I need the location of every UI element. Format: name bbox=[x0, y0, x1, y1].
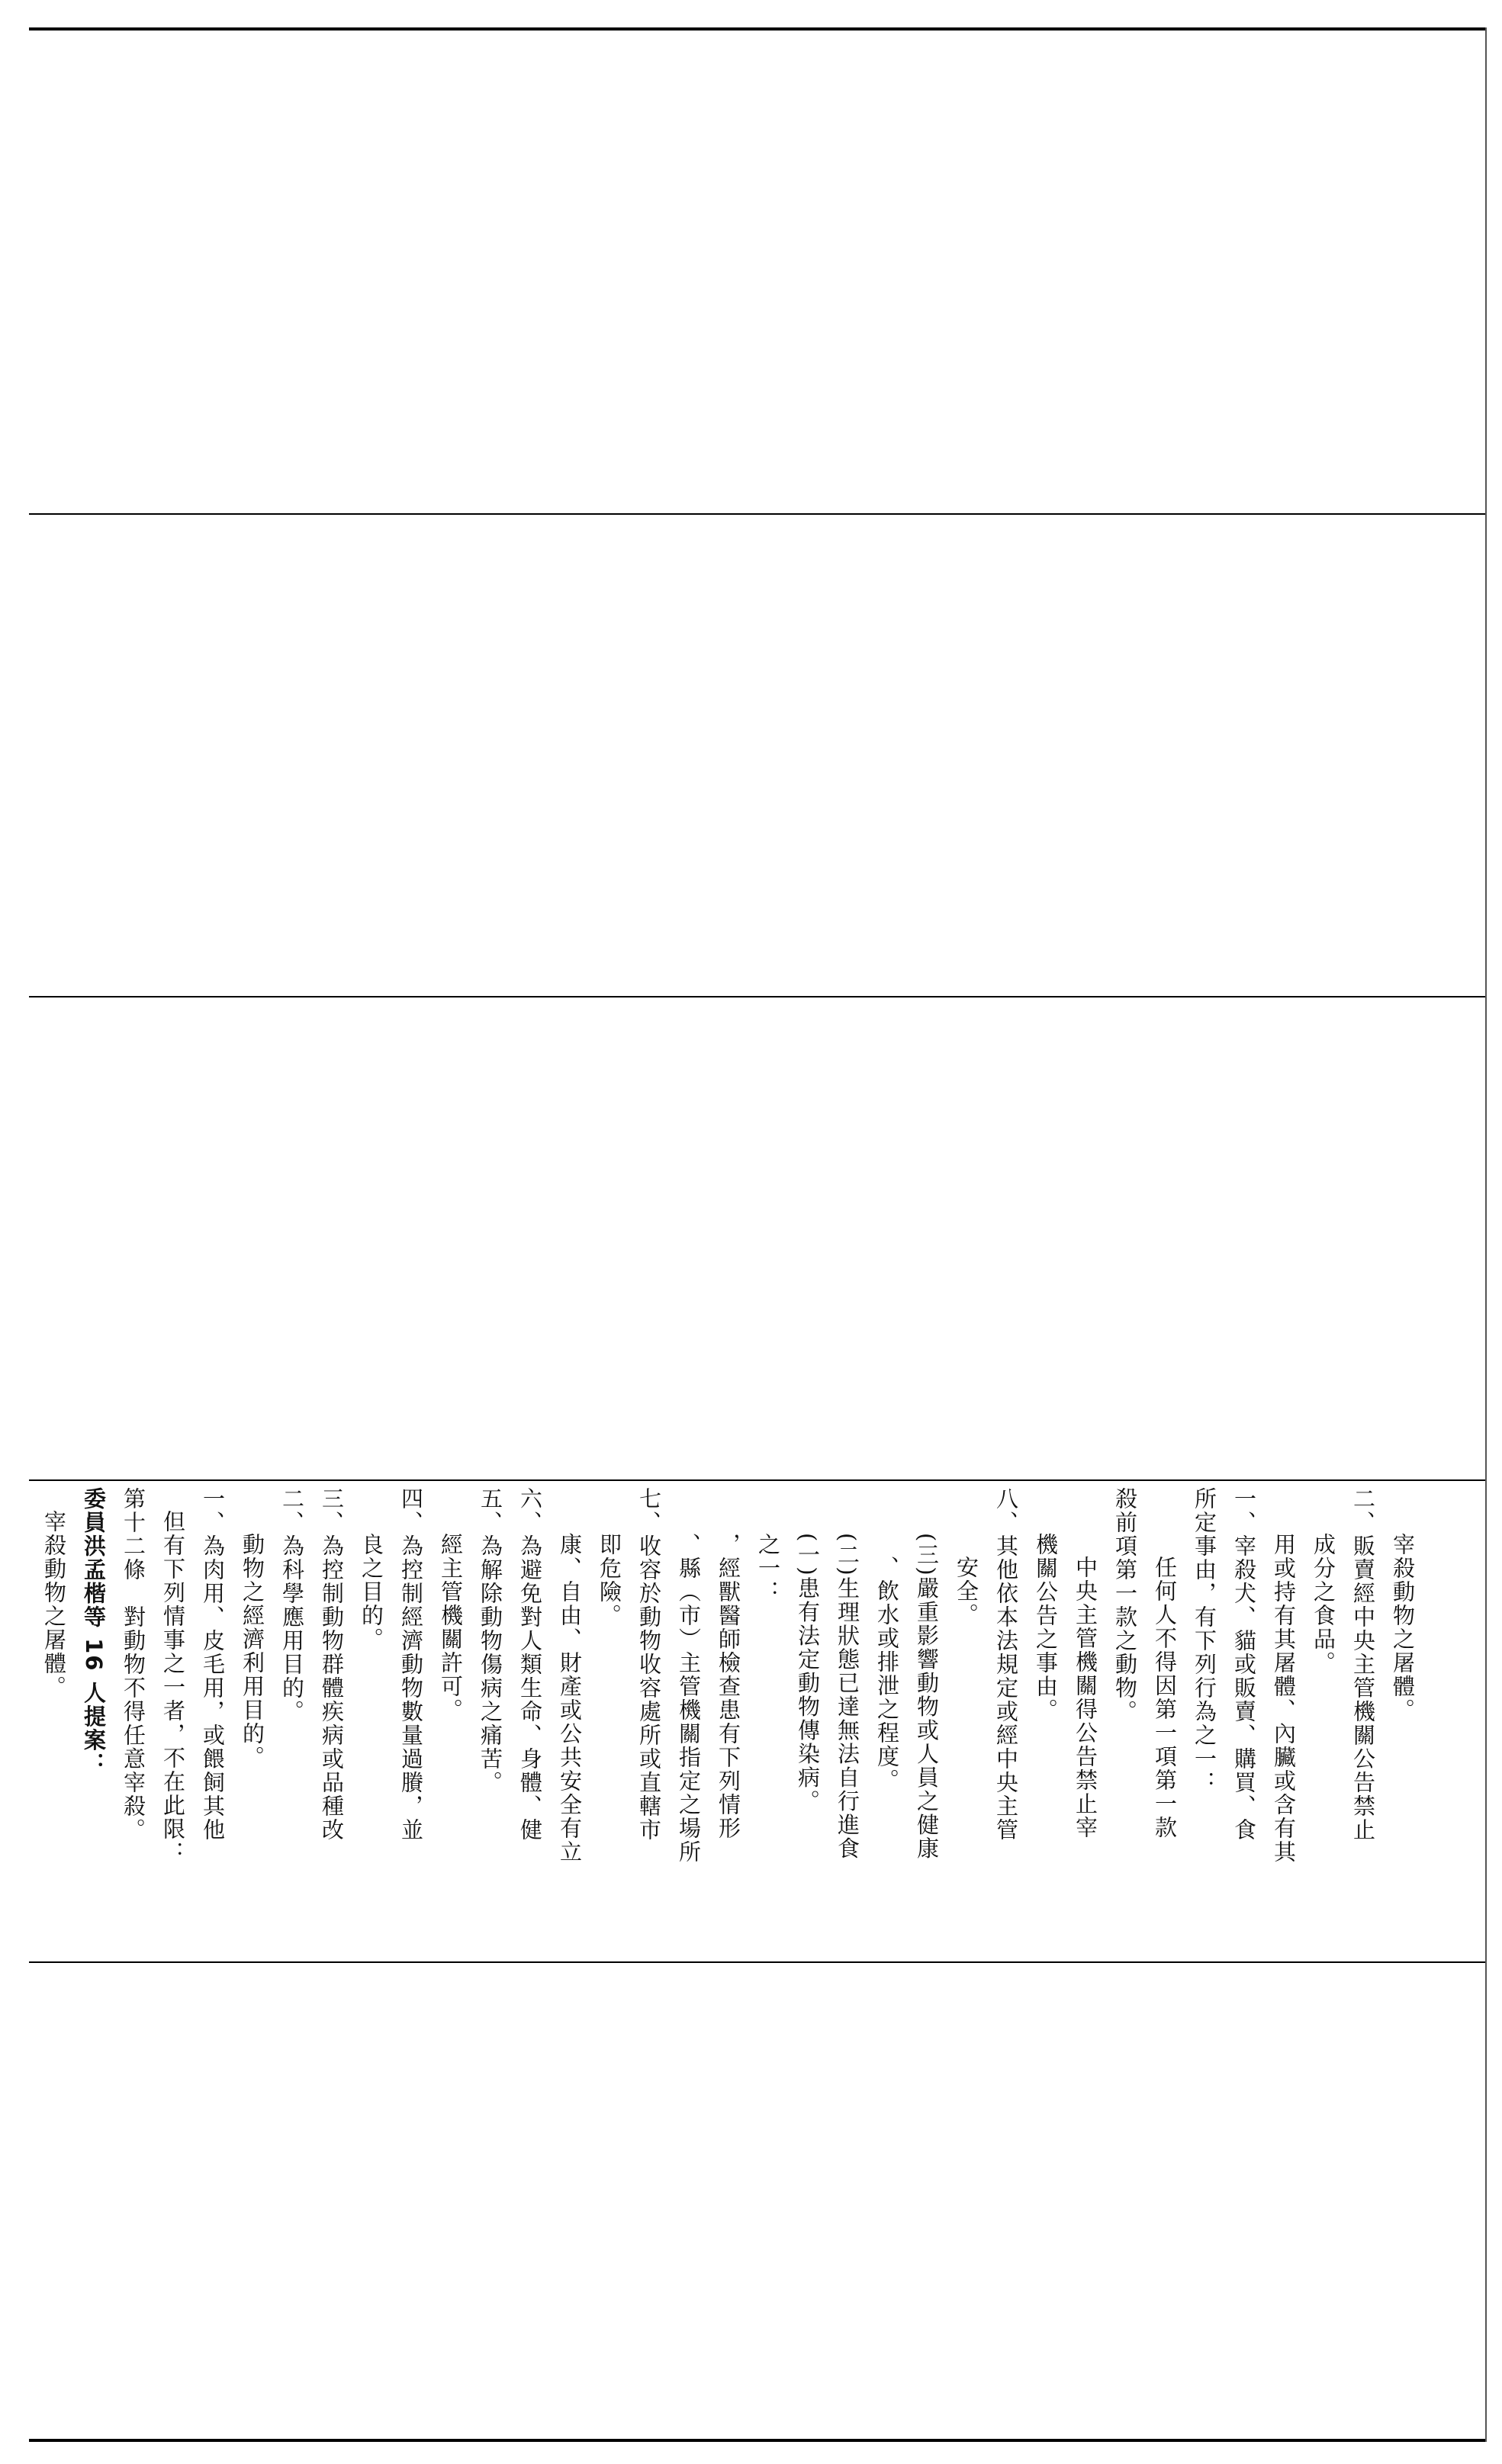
proposal-line: 五、為解除動物傷病之痛苦。 bbox=[478, 1487, 503, 1794]
proposal-line: 之一： bbox=[755, 1533, 781, 1604]
proposal-line: ，經獸醫師檢查患有下列情形 bbox=[716, 1533, 741, 1840]
proposal-line: 宰殺動物之屠體。 bbox=[41, 1510, 67, 1699]
proposal-line: 機關公告之事由。 bbox=[1033, 1533, 1059, 1722]
proposal-line: 、飲水或排泄之程度。 bbox=[874, 1556, 900, 1792]
proposal-line: 四、為控制經濟動物數量過賸，並 bbox=[398, 1487, 424, 1842]
proposal-line: 六、為避免對人類生命、身體、健 bbox=[517, 1487, 543, 1842]
proposal-line: 即危險。 bbox=[597, 1533, 622, 1627]
proposal-line: 一、宰殺犬、貓或販賣、購買、食 bbox=[1231, 1487, 1257, 1842]
proposal-line: 任何人不得因第一項第一款 bbox=[1152, 1556, 1178, 1839]
proposal-line: 七、收容於動物收容處所或直轄市 bbox=[636, 1487, 662, 1842]
proposal-line: 、縣（市）主管機關指定之場所 bbox=[676, 1533, 702, 1864]
table-row-divider bbox=[29, 1961, 1486, 1963]
proposal-line: (三)嚴重影響動物或人員之健康 bbox=[914, 1533, 940, 1861]
proposal-line: 第十二條 對動物不得任意宰殺。 bbox=[121, 1487, 146, 1842]
proposal-line: 宰殺動物之屠體。 bbox=[1390, 1533, 1416, 1722]
proposal-line: 委員洪孟楷等 16 人提案： bbox=[81, 1487, 107, 1776]
proposal-line: (一)患有法定動物傳染病。 bbox=[795, 1533, 821, 1813]
proposal-line: 八、其他依本法規定或經中央主管 bbox=[993, 1487, 1019, 1842]
proposal-line: 所定事由，有下列行為之一： bbox=[1192, 1487, 1217, 1794]
proposal-line: 中央主管機關得公告禁止宰 bbox=[1073, 1556, 1098, 1839]
proposal-line: (二)生理狀態已達無法自行進食 bbox=[835, 1533, 860, 1861]
proposal-line: 三、為控制動物群體疾病或品種改 bbox=[319, 1487, 345, 1842]
proposal-line: 用或持有其屠體、內臟或含有其 bbox=[1271, 1533, 1297, 1864]
table-row-divider bbox=[29, 1479, 1486, 1481]
table-bottom-rule bbox=[29, 2439, 1486, 2442]
table-row-divider bbox=[29, 513, 1486, 515]
table-right-border bbox=[1485, 27, 1487, 2442]
proposal-line: 成分之食品。 bbox=[1311, 1533, 1336, 1675]
proposal-text-column bbox=[34, 1487, 1423, 1960]
proposal-line: 一、為肉用、皮毛用，或餵飼其他 bbox=[200, 1487, 226, 1842]
proposal-line: 良之目的。 bbox=[359, 1533, 384, 1651]
proposal-line: 殺前項第一款之動物。 bbox=[1112, 1487, 1138, 1724]
proposal-line: 但有下列情事之一者，不在此限： bbox=[160, 1510, 186, 1865]
proposal-line: 二、販賣經中央主管機關公告禁止 bbox=[1350, 1487, 1376, 1842]
table-row-divider bbox=[29, 996, 1486, 997]
proposal-line: 二、為科學應用目的。 bbox=[279, 1487, 305, 1724]
proposal-line: 動物之經濟利用目的。 bbox=[240, 1533, 265, 1769]
table-top-rule bbox=[29, 27, 1486, 31]
proposal-line: 經主管機關許可。 bbox=[438, 1533, 464, 1722]
proposal-line: 康、自由、財產或公共安全有立 bbox=[557, 1533, 583, 1864]
proposal-line: 安全。 bbox=[954, 1556, 979, 1627]
